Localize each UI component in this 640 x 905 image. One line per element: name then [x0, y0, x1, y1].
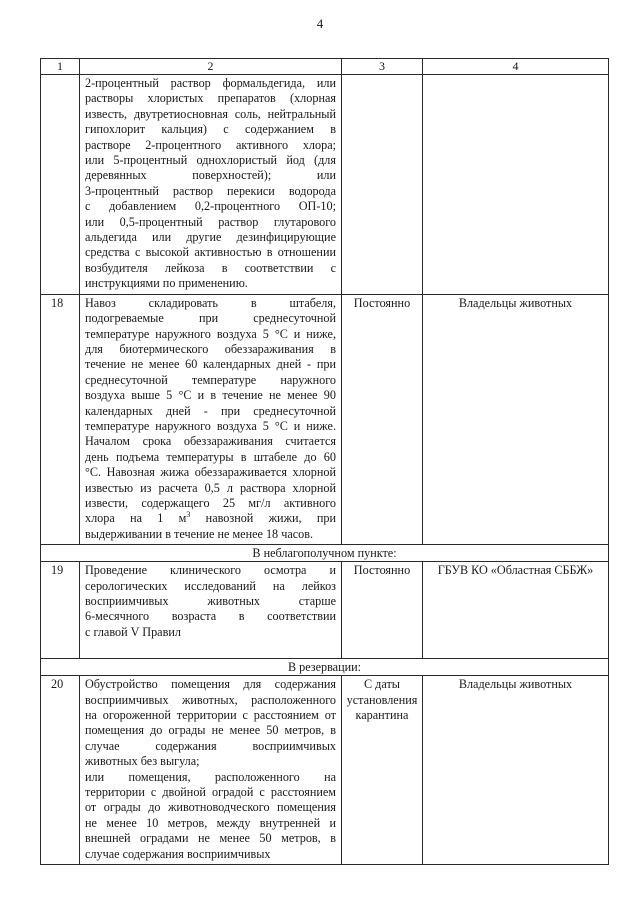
text-line: Обустройство помещения для содержания — [85, 677, 336, 692]
row-number-cell: 20 — [41, 676, 80, 865]
row-responsible-cell: ГБУВ КО «Областная СББЖ» — [423, 562, 609, 659]
text-line: подогреваемые при среднесуточной — [85, 311, 336, 326]
row-period-cell — [342, 75, 423, 295]
text-line: восприимчивых животных старше — [85, 594, 336, 608]
text-line: территории с двойной оградой с расстоянием — [85, 785, 336, 800]
text-line: средства с высокой активностью в отношении — [85, 245, 336, 260]
text-line: Началом срока обеззараживания считается — [85, 434, 336, 449]
text-line: не менее 10 метров, между внутренней и — [85, 815, 336, 830]
text-line: температуре наружного воздуха 5 °С и ниже. — [85, 418, 336, 433]
text-line: случае содержания восприимчивых — [85, 738, 336, 753]
text-line — [85, 511, 336, 526]
text-line: день подъема температуры в штабеле до 60 — [85, 449, 336, 464]
text-line: растворы хлористых препаратов (хлорная — [85, 91, 336, 106]
row-period-cell: Постоянно — [342, 294, 423, 545]
header-col-2: 2 — [80, 59, 342, 75]
text-line: случае содержания восприимчивых — [85, 846, 271, 861]
row-description-cell — [80, 75, 342, 295]
header-col-3: 3 — [342, 59, 423, 75]
text-line: возбудителя лейкоза в соответствии с — [85, 260, 336, 275]
header-col-1: 1 — [41, 59, 80, 75]
text-line: или помещения, расположенного на — [85, 769, 336, 784]
text-line: для биотермического обеззараживания в — [85, 341, 336, 356]
text-fragment: хлора на 1 м — [85, 511, 187, 526]
text-line: помещения до ограды не менее 50 метров, в — [85, 723, 336, 738]
text-line: температуре наружного воздуха 5 °С и ниже, — [85, 326, 336, 341]
text-line: или 5-процентный однохлористый йод (для — [85, 153, 336, 168]
text-line: с главой V Правил — [85, 624, 181, 639]
row-number-cell: 18 — [41, 294, 80, 545]
table-row-19 — [41, 562, 609, 659]
text-line: деревянных поверхностей); или — [85, 168, 336, 183]
section-title: В неблагополучном пункте: — [41, 545, 609, 562]
row-period-cell: Постоянно — [342, 562, 423, 659]
header-col-4: 4 — [423, 59, 609, 75]
row-description-cell — [80, 294, 342, 545]
text-line: известь, двутретиосновная соль, нейтральный — [85, 106, 336, 121]
text-line: течение не менее 60 календарных дней - при — [85, 357, 336, 372]
text-line: на огороженной территории с расстоянием от — [85, 708, 336, 723]
text-line: 2-процентный раствор формальдегида, или — [85, 76, 336, 90]
row-description-cell — [80, 562, 342, 659]
table-row-20 — [41, 676, 609, 865]
text-line: внешней оградами не менее 50 метров, в — [85, 831, 336, 846]
text-line: животных без выгула; — [85, 754, 200, 769]
text-line: растворе 2-процентного активного хлора; — [85, 137, 336, 152]
row-description-cell — [80, 676, 342, 865]
superscript: 3 — [186, 510, 191, 520]
text-line: Проведение клинического осмотра и — [85, 563, 336, 578]
text-line: или 0,5-процентный раствор глутарового — [85, 214, 336, 229]
row-responsible-cell: Владельцы животных — [423, 294, 609, 545]
text-line: от ограды до животноводческого помещения — [85, 800, 336, 815]
text-line: гипохлорит кальция) с содержанием в — [85, 122, 336, 137]
row-responsible-cell: Владельцы животных — [423, 676, 609, 865]
text-line: с добавлением 0,2-процентного ОП-10; — [85, 199, 336, 214]
text-line: известью из расчета 0,5 л раствора хлорной — [85, 480, 336, 495]
text-fragment: навозной жижи, при — [190, 511, 336, 526]
row-period-cell: С даты установления карантина — [342, 676, 423, 865]
table-header-row — [41, 59, 609, 75]
text-line: Навоз складировать в штабеля, — [85, 295, 336, 310]
text-line: инструкциями по применению. — [85, 276, 248, 291]
text-line: выдерживании в течение не менее 18 часов. — [85, 526, 314, 541]
table-row-continuation — [41, 75, 609, 295]
text-line: календарных дней - при среднесуточной — [85, 403, 336, 418]
measures-table — [40, 58, 609, 865]
page-number: 4 — [316, 16, 324, 31]
table-row-18 — [41, 294, 609, 545]
text-line: извести, содержащего 25 мг/л активного — [85, 495, 336, 510]
section-row — [41, 545, 609, 562]
text-line: °С. Навозная жижа обеззараживается хлорной — [85, 465, 336, 480]
text-line: 6-месячного возраста в соответствии — [85, 609, 336, 624]
row-responsible-cell — [423, 75, 609, 295]
row-number-cell — [41, 75, 80, 295]
text-line: восприимчивых животных, расположенного — [85, 692, 336, 707]
section-row — [41, 659, 609, 676]
text-line: воздуха выше 5 °С и в течение не менее 90 — [85, 388, 336, 403]
text-line: серологических исследований на лейкоз — [85, 578, 336, 593]
text-line: среднесуточной температуре наружного — [85, 372, 336, 387]
section-title: В резервации: — [41, 659, 609, 676]
text-line: альдегида или другие дезинфицирующие — [85, 230, 336, 245]
text-line: 3-процентный раствор перекиси водорода — [85, 183, 336, 198]
row-number-cell: 19 — [41, 562, 80, 659]
